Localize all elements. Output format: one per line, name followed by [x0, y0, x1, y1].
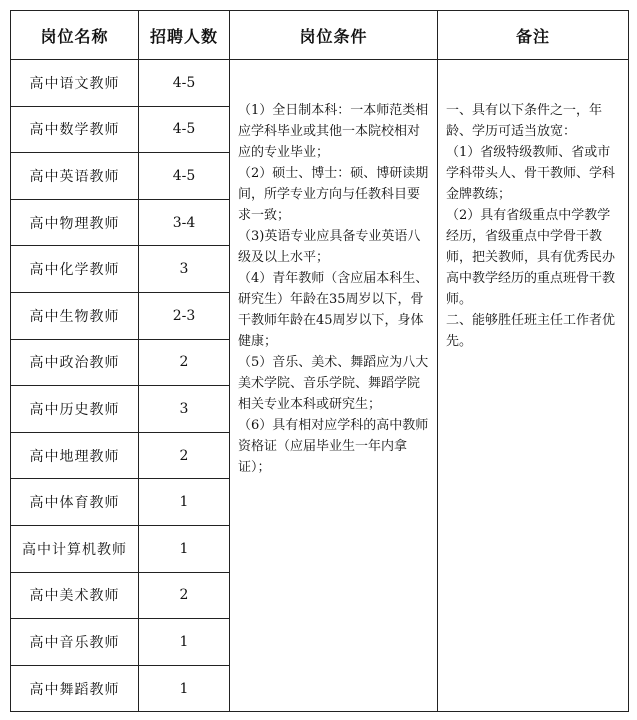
position-name: 高中计算机教师	[11, 525, 139, 572]
recruit-count: 2	[139, 339, 230, 386]
position-name: 高中音乐教师	[11, 619, 139, 666]
recruit-count: 2-3	[139, 292, 230, 339]
remark-item: （2）具有省级重点中学教学经历，省级重点中学骨干教师，把关教师，具有优秀民办高中教学经历的重点班骨干教师。	[446, 208, 616, 307]
position-name: 高中美术教师	[11, 572, 139, 619]
position-name: 高中地理教师	[11, 432, 139, 479]
recruit-count: 1	[139, 479, 230, 526]
recruit-count: 3	[139, 246, 230, 293]
recruitment-table	[10, 10, 629, 712]
position-name: 高中政治教师	[11, 339, 139, 386]
recruit-count: 3-4	[139, 199, 230, 246]
position-name: 高中英语教师	[11, 153, 139, 200]
recruit-count: 1	[139, 665, 230, 712]
recruit-count: 4-5	[139, 60, 230, 107]
position-name: 高中舞蹈教师	[11, 665, 139, 712]
header-count: 招聘人数	[139, 11, 230, 60]
remarks-cell	[438, 60, 629, 712]
condition-item: （6）具有相对应学科的高中教师资格证（应届毕业生一年内拿证）；	[238, 418, 429, 475]
condition-item: （3)英语专业应具备专业英语八级及以上水平；	[238, 229, 421, 265]
condition-item: （1）全日制本科：一本师范类相应学科毕业或其他一本院校相对应的专业毕业；	[238, 103, 429, 160]
header-remarks: 备注	[438, 11, 629, 60]
header-conditions: 岗位条件	[230, 11, 438, 60]
header-row	[11, 11, 629, 60]
condition-item: （2）硕士、博士：硕、博研读期间，所学专业方向与任教科目要求一致；	[238, 166, 429, 223]
recruit-count: 3	[139, 386, 230, 433]
remark-item: 二、能够胜任班主任工作者优先。	[446, 313, 616, 349]
recruit-count: 2	[139, 572, 230, 619]
condition-item: （5）音乐、美术、舞蹈应为八大美术学院、音乐学院、舞蹈学院相关专业本科或研究生；	[238, 355, 429, 412]
position-name: 高中数学教师	[11, 106, 139, 153]
conditions-cell	[230, 60, 438, 712]
position-name: 高中历史教师	[11, 386, 139, 433]
remark-item: （1）省级特级教师、省或市学科带头人、骨干教师、学科金牌教练；	[446, 145, 616, 202]
position-name: 高中物理教师	[11, 199, 139, 246]
position-name: 高中化学教师	[11, 246, 139, 293]
recruit-count: 1	[139, 619, 230, 666]
position-name: 高中生物教师	[11, 292, 139, 339]
recruit-count: 4-5	[139, 106, 230, 153]
recruit-count: 4-5	[139, 153, 230, 200]
table-row	[11, 60, 629, 107]
position-name: 高中语文教师	[11, 60, 139, 107]
condition-item: （4）青年教师（含应届本科生、研究生）年龄在35周岁以下，骨干教师年龄在45周岁以下，身体健康；	[238, 271, 429, 349]
recruit-count: 1	[139, 525, 230, 572]
recruit-count: 2	[139, 432, 230, 479]
remark-item: 一、具有以下条件之一，年龄、学历可适当放宽：	[446, 103, 603, 139]
position-name: 高中体育教师	[11, 479, 139, 526]
header-position: 岗位名称	[11, 11, 139, 60]
